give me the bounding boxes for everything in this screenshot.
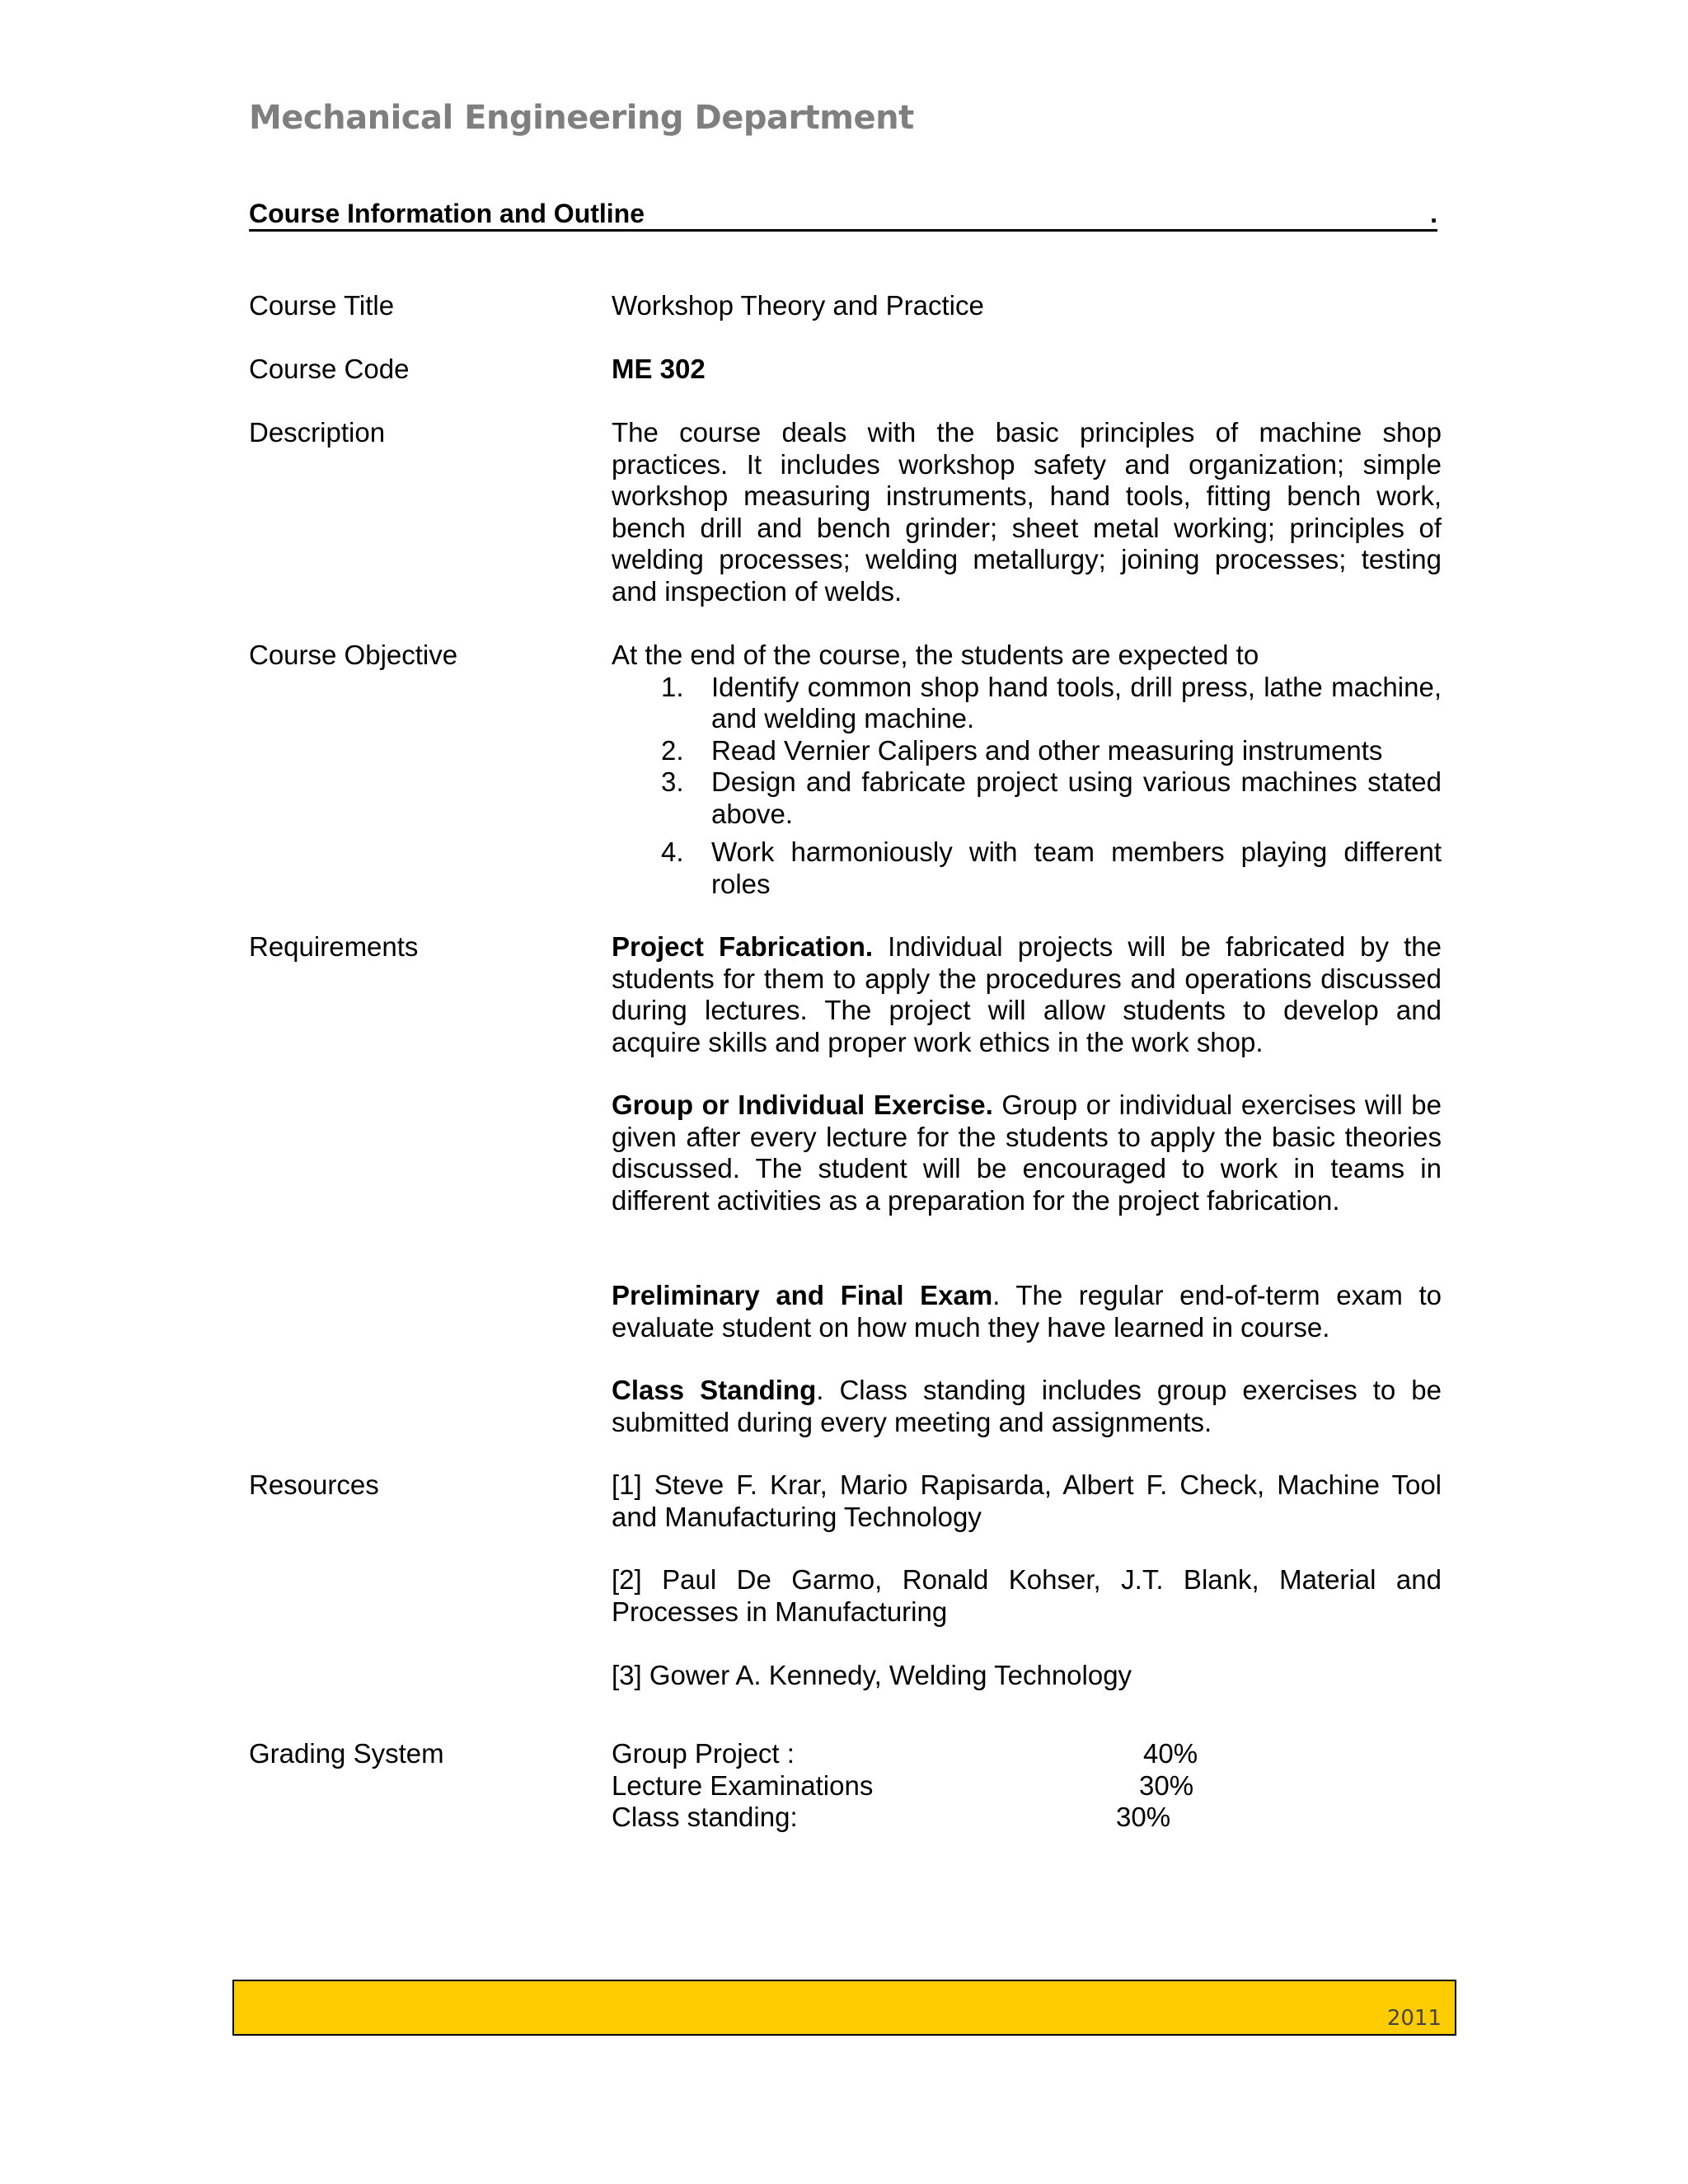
- outline-title-trailing: .: [1430, 199, 1437, 228]
- grading-item-name: Group Project :: [612, 1738, 795, 1769]
- department-heading: Mechanical Engineering Department: [249, 99, 914, 137]
- requirement-exams: [612, 1280, 1442, 1343]
- course-objective-label: Course Objective: [249, 640, 458, 670]
- requirements-label: Requirements: [249, 931, 419, 962]
- requirement-text: Group or individual exercises will be given after every lecture for the students to apply the basic theories discussed. The student will be encouraged to work in teams in different activities as a preparation for the project fabrication.: [612, 1090, 1442, 1216]
- objective-text: Design and fabricate project using various machines stated above.: [711, 766, 1442, 829]
- grading-row: [612, 1802, 1442, 1834]
- objective-item: [612, 672, 1442, 735]
- objective-number: 3.: [661, 766, 684, 797]
- requirement-text: . The regular end-of-term exam to evaluate student on how much they have learned in course.: [612, 1280, 1442, 1343]
- grading-item-value: 30%: [1139, 1769, 1194, 1801]
- footer-year: 2011: [1386, 2006, 1442, 2031]
- objective-text: Read Vernier Calipers and other measuring instruments: [711, 734, 1383, 766]
- grading-label: Grading System: [249, 1738, 444, 1769]
- objective-number: 1.: [661, 671, 684, 702]
- requirement-title: Project Fabrication.: [612, 931, 874, 962]
- grading-item-value: 30%: [1116, 1802, 1171, 1832]
- requirement-title: Group or Individual Exercise.: [612, 1090, 993, 1120]
- requirement-title: Preliminary and Final Exam: [612, 1280, 993, 1310]
- grading-table: [612, 1738, 1442, 1834]
- outline-title-text: Course Information and Outline: [249, 199, 645, 228]
- resource-item: [3] Gower A. Kennedy, Welding Technology: [612, 1660, 1132, 1690]
- course-code-value: ME 302: [612, 354, 706, 384]
- grading-item-name: Lecture Examinations: [612, 1769, 874, 1801]
- objective-text: Identify common shop hand tools, drill press, lathe machine, and welding machine.: [711, 671, 1442, 733]
- resource-item: [2] Paul De Garmo, Ronald Kohser, J.T. Blank, Material and Processes in Manufacturing: [612, 1564, 1442, 1627]
- outline-title: [249, 198, 1437, 232]
- grading-item-value: 40%: [1143, 1738, 1198, 1769]
- description-label: Description: [249, 417, 386, 448]
- objective-number: 2.: [661, 734, 684, 766]
- course-title-label: Course Title: [249, 290, 395, 321]
- objective-item: [612, 735, 1442, 767]
- requirement-project-fabrication: [612, 931, 1442, 1058]
- requirement-text: Individual projects will be fabricated by the students for them to apply the procedures and operations discussed during lectures. The project will allow students to develop and acquire skills and proper work ethics in the work shop.: [612, 931, 1442, 1057]
- grading-item-name: Class standing:: [612, 1802, 798, 1832]
- grading-row: [612, 1738, 1442, 1770]
- requirement-group-exercise: [612, 1090, 1442, 1216]
- course-objective-intro: At the end of the course, the students are expected to: [612, 640, 1259, 670]
- requirement-text: . Class standing includes group exercises to be submitted during every meeting and assignments.: [612, 1375, 1442, 1437]
- grading-row: [612, 1770, 1442, 1802]
- objective-item: [612, 766, 1442, 830]
- objective-number: 4.: [661, 837, 684, 867]
- requirement-title: Class Standing: [612, 1375, 817, 1405]
- course-objective-block: [612, 640, 1442, 900]
- objective-text: Work harmoniously with team members playing different roles: [711, 837, 1442, 899]
- description-text: The course deals with the basic principles of machine shop practices. It includes workshop safety and organization; simple workshop measuring instruments, hand tools, fitting bench work, bench drill and bench grinder; sheet metal working; principles of welding processes; welding metallurgy; joining processes; testing and inspection of welds.: [612, 417, 1442, 607]
- footer-bar: [232, 1980, 1456, 2036]
- course-title-value: Workshop Theory and Practice: [612, 290, 984, 321]
- objective-list: [612, 672, 1442, 901]
- requirement-class-standing: [612, 1375, 1442, 1438]
- objective-item: [612, 837, 1442, 900]
- resource-item: [1] Steve F. Krar, Mario Rapisarda, Albert F. Check, Machine Tool and Manufacturing Technology: [612, 1469, 1442, 1532]
- resources-label: Resources: [249, 1469, 379, 1500]
- course-code-label: Course Code: [249, 354, 410, 384]
